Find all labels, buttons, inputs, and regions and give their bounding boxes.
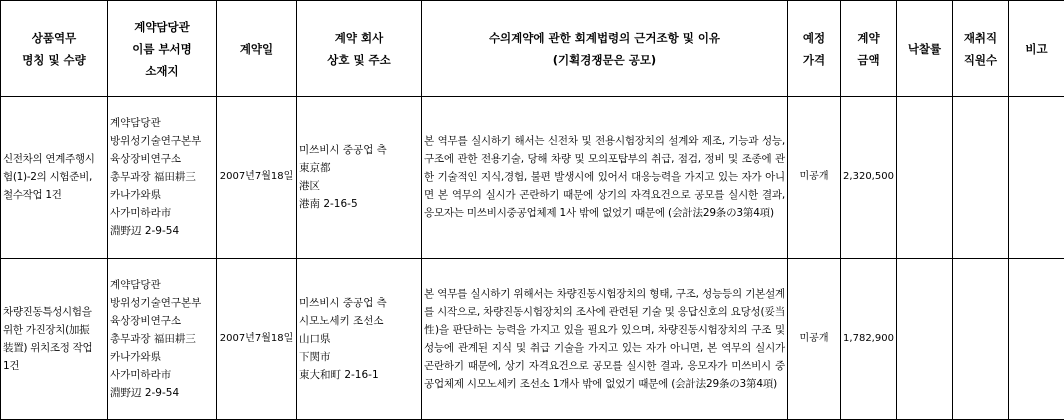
remarks-cell — [1009, 258, 1064, 420]
estimated-price-cell: 미공개 — [788, 97, 841, 259]
company-cell: 미쓰비시 중공업 측 東京都 港区 港南 2-16-5 — [297, 97, 422, 259]
reason-cell: 본 역무를 실시하기 위해서는 차량진동시험장치의 형태, 구조, 성능등의 기본설계를 시작으로, 차량진동시험장치의 조사에 관련된 기술 및 응답신호의 요당성(妥当性)을 판단하는 능력을 가지고 있을 필요가 있으며, 차량진동시험장치의 구조 및 성능에 관계된 지식 및 취급 기술을 가지고 있는 자가 아니면, 본 역무의 실시가 곤란하기 때문에, 상기 자격요건으로 공모를 실시한 결과, 응모자가 미쓰비시 중공업체제 시모노세키 조선소 1개사 밖에 없었기 때문에 (会計法29条の3第4項) — [422, 258, 788, 420]
reemployed-cell — [953, 97, 1009, 259]
table-row — [1, 97, 1064, 259]
header-remarks: 비고 — [1009, 1, 1064, 97]
company-cell: 미쓰비시 중공업 측 시모노세키 조선소 山口県 下関市 東大和町 2-16-1 — [297, 258, 422, 420]
contract-amount-cell: 1,782,900 — [841, 258, 897, 420]
reason-cell: 본 역무를 실시하기 해서는 신전차 및 전용시험장치의 설계와 제조, 기능과 성능, 구조에 관한 전용기술, 당해 차량 및 모의포탑부의 취급, 점검, 정비 및 조종에 관한 기술적인 지식,경험, 불편 발생시에 있어서 대응능력을 가지고 있는 자가 아니면 본 역무의 실시가 곤란하기 때문에 상기의 자격요건으로 공모를 실시한 결과, 응모자는 미쓰비시중공업체제 1사 밖에 없었기 때문에 (会計法29条の3第4項) — [422, 97, 788, 259]
header-date: 계약일 — [217, 1, 297, 97]
dept-cell: 계약담당관 방위성기술연구본부 육상장비연구소 총무과장 福田耕三 카나가와県 사가미하라市 淵野辺 2-9-54 — [108, 258, 217, 420]
table-row — [1, 258, 1064, 420]
date-cell: 2007년7월18일 — [217, 258, 297, 420]
date-cell: 2007년7월18일 — [217, 97, 297, 259]
remarks-cell — [1009, 97, 1064, 259]
header-company: 계약 회사 상호 및 주소 — [297, 1, 422, 97]
header-dept: 계약담당관 이름 부서명 소재지 — [108, 1, 217, 97]
dept-cell: 계약담당관 방위성기술연구본부 육상장비연구소 총무과장 福田耕三 카나가와県 사가미하라市 淵野辺 2-9-54 — [108, 97, 217, 259]
reemployed-cell — [953, 258, 1009, 420]
item-cell: 신전차의 연계주행시 험(1)-2의 시험준비, 철수작업 1건 — [1, 97, 108, 259]
header-reason: 수의계약에 관한 회계법령의 근거조항 및 이유 (기획경쟁문은 공모) — [422, 1, 788, 97]
estimated-price-cell: 미공개 — [788, 258, 841, 420]
bid-rate-cell — [897, 258, 953, 420]
item-cell: 차량진동특성시험을 위한 가진장치(加振 装置) 위치조정 작업 1건 — [1, 258, 108, 420]
bid-rate-cell — [897, 97, 953, 259]
header-bid-rate: 낙찰률 — [897, 1, 953, 97]
header-estimated-price: 예정 가격 — [788, 1, 841, 97]
contract-amount-cell: 2,320,500 — [841, 97, 897, 259]
header-reemployed: 재취직 직원수 — [953, 1, 1009, 97]
header-row — [1, 1, 1064, 97]
header-contract-amount: 계약 금액 — [841, 1, 897, 97]
header-item: 상품역무 명칭 및 수량 — [1, 1, 108, 97]
